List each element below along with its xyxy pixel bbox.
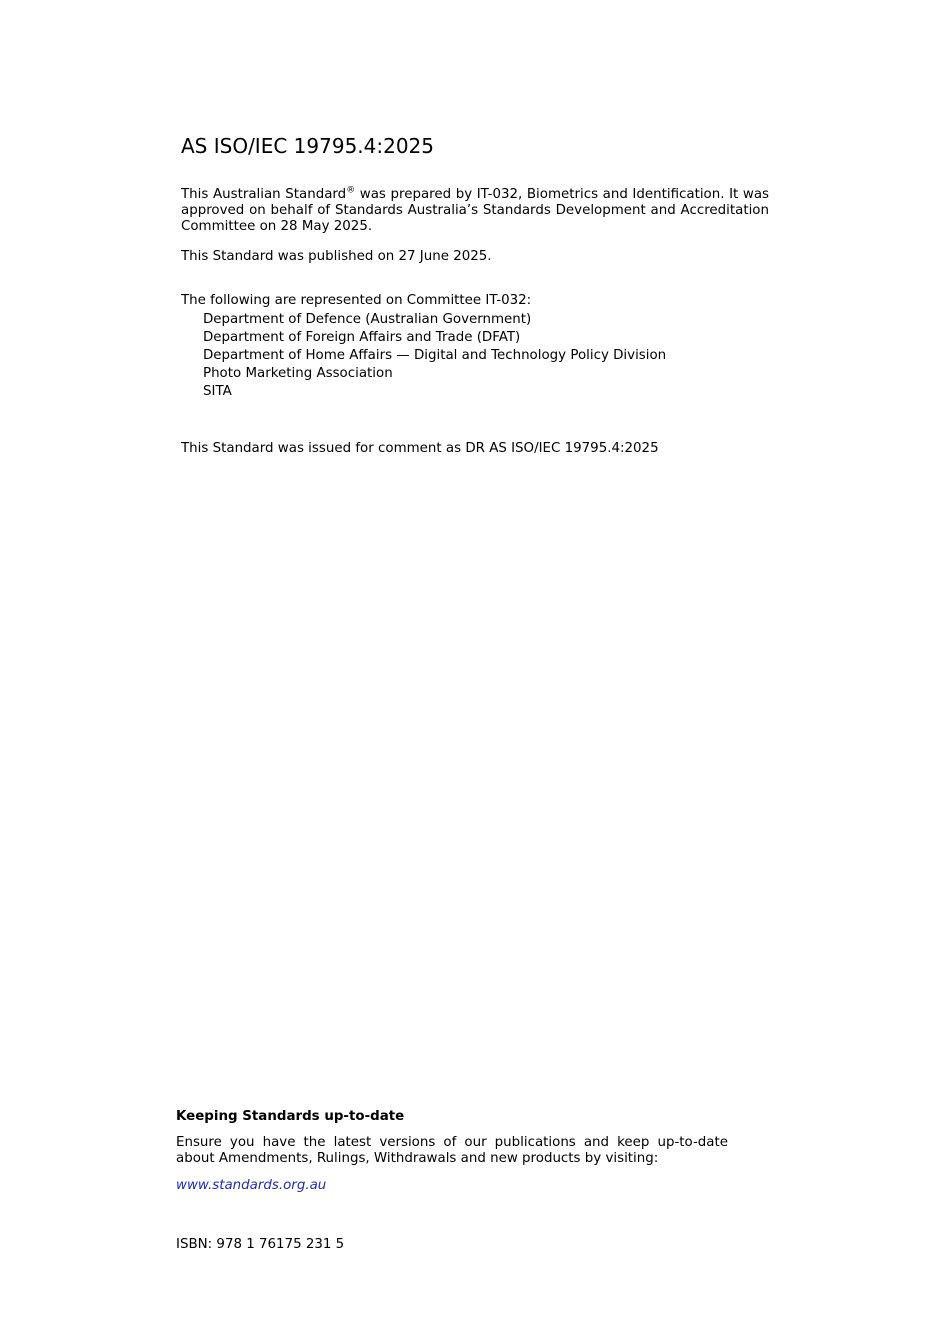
preparation-statement (181, 187, 769, 235)
keeping-up-to-date-text: Ensure you have the latest versions of our publications and keep up-to-date about Amendments, Rulings, Withdrawals and new products by visiting: (176, 1135, 728, 1166)
keeping-up-to-date-heading: Keeping Standards up-to-date (176, 1109, 405, 1124)
committee-member-list (203, 311, 666, 401)
registered-mark: ® (346, 185, 356, 196)
committee-member: Photo Marketing Association (203, 366, 393, 381)
isbn: ISBN: 978 1 76175 231 5 (176, 1237, 345, 1252)
issued-for-comment-statement: This Standard was issued for comment as DR AS ISO/IEC 19795.4:2025 (181, 441, 659, 456)
preparation-text-start: This Australian Standard (181, 187, 347, 202)
committee-intro: The following are represented on Committee IT-032: (181, 293, 532, 308)
committee-member: SITA (203, 384, 232, 399)
standards-website-link[interactable]: www.standards.org.au (176, 1178, 327, 1193)
committee-member: Department of Defence (Australian Government) (203, 312, 532, 327)
document-title: AS ISO/IEC 19795.4:2025 (181, 134, 435, 158)
preparation-text-end: was prepared by IT-032, Biometrics and Identification. It was approved on behalf of Standards Australia’s Standards Development and Accreditation Committee on 28 May 2025. (181, 187, 769, 234)
publication-date-statement: This Standard was published on 27 June 2025. (181, 249, 492, 264)
committee-member: Department of Home Affairs — Digital and Technology Policy Division (203, 348, 667, 363)
committee-member: Department of Foreign Affairs and Trade (DFAT) (203, 330, 521, 345)
